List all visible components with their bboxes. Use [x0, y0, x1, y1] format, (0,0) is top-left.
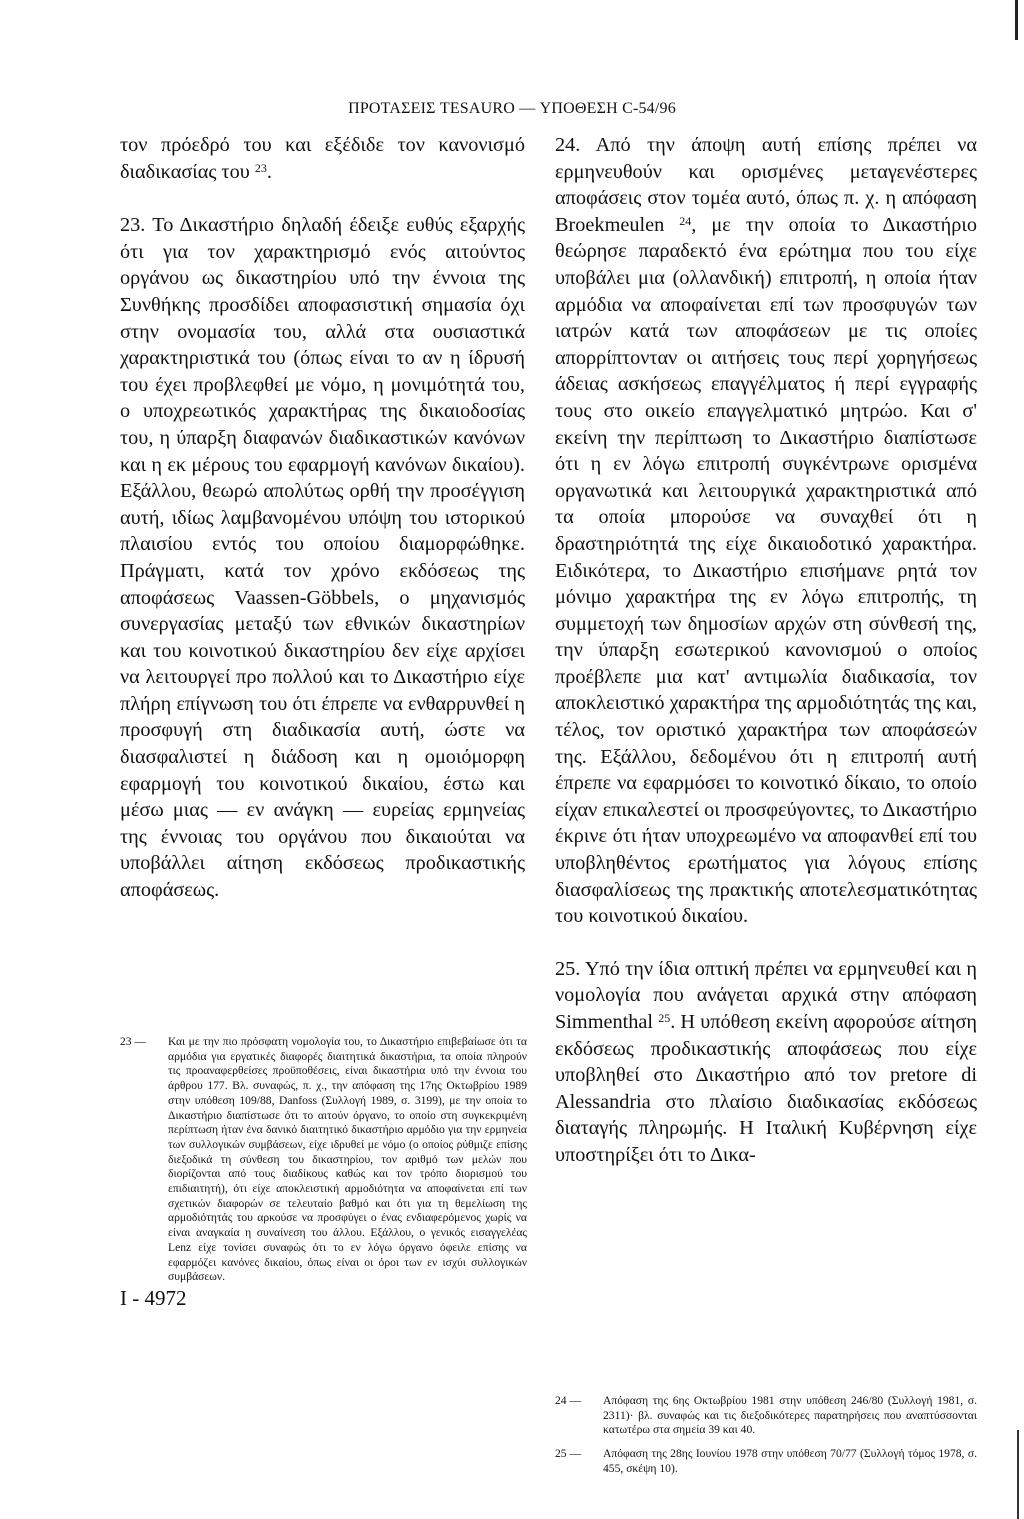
- footnote-24: [555, 1394, 977, 1438]
- scan-artifact-mark: [1015, 0, 1018, 40]
- page-number: I - 4972: [120, 1286, 187, 1310]
- footnote-ref-25[interactable]: 25: [658, 1011, 671, 1025]
- footnote-ref-23[interactable]: 23: [254, 160, 267, 175]
- footnotes-right: [555, 1394, 977, 1479]
- footnote-number: 23 —: [120, 1035, 147, 1048]
- footnote-number: 24 —: [555, 1394, 582, 1407]
- footnote-text: Και με την πιο πρόσφατη νομολογία του, το Δικαστήριο επιβεβαίωσε ότι τα αρμόδια για εργατικές διαφορές διαιτητικά δικαστήρια, τα οποία πληρούν τις προαναφερθείσες προϋποθέσεις, είναι δικαστήρια υπό την έννοια του άρθρου 177. Βλ. συναφώς, π. χ., την απόφαση της 17ης Οκτωβρίου 1989 στην υπόθεση 109/88, Danfoss (Συλλογή 1989, σ. 3199), με την οποία το Δικαστήριο διαπίστωσε ότι το αιτούν όργανο, το οποίο στη συγκεκριμένη περίπτωση ήταν ένα δανικό διαιτητικό δικαστήριο αρμόδιο για την ερμηνεία των συλλογικών συμβάσεων, είχε ιδρυθεί με νόμο (ο οποίος ρύθμιζε επίσης διεξοδικά τη σύνθεση του δικαστηρίου, τον αριθμό των μελών που διορίζονται από τους διαδίκους καθώς και τον τρόπο διορισμού του επιδιαιτητή), ότι είχε αποκλειστική αρμοδιότητα να αποφαίνεται επί των σχετικών διαφορών σε τελευταίο βαθμό και ότι για τη θεμελίωση της αρμοδιότητάς του αρκούσε να προσφύγει ο ένας ενδιαφερόμενος χωρίς να είναι αναγκαία η συναίνεση του άλλου. Εξάλλου, ο γενικός εισαγγελέας Lenz είχε τονίσει συναφώς ότι το εν λόγω όργανο όφειλε επίσης να εφαρμόζει κανόνες δικαίου, όπως είναι οι όροι των εν ισχύι συλλογικών συμβάσεων.: [168, 1035, 527, 1284]
- intro-paragraph: τον πρόεδρό του και εξέδιδε τον κανονισμό διαδικασίας του $^{23}$.: [120, 134, 525, 183]
- running-header: ΠΡΟΤΑΣΕΙΣ TESAURO — ΥΠΟΘΕΣΗ C-54/96: [348, 100, 676, 117]
- footnote-ref-24[interactable]: 24: [679, 213, 692, 228]
- footnote-text: Απόφαση της 6ης Οκτωβρίου 1981 στην υπόθεση 246/80 (Συλλογή 1981, σ. 2311)· βλ. συναφώς και τις διεξοδικότερες παρατηρήσεις που αναπτύσσονται κατωτέρω στα σημεία 39 και 40.: [603, 1394, 977, 1437]
- paragraph-24: 24. Από την άποψη αυτή επίσης πρέπει να ερμηνευθούν και ορισμένες μεταγενέστερες αποφάσεις στον τομέα αυτό, όπως π. χ. η απόφαση Broekmeulen $^{24}$, με την οποία το Δικαστήριο θεώρησε παραδεκτό ένα ερώτημα που του είχε υποβάλει μια (ολλανδική) επιτροπή, η οποία ήταν αρμόδια να αποφαίνεται επί των προσφυγών των ιατρών κατά των αποφάσεων με τις οποίες απορρίπτονταν οι αιτήσεις τους περί χορηγήσεως άδειας ασκήσεως επαγγέλματος ή περί εγγραφής τους στο οικείο επαγγελματικό μητρώο. Και σ' εκείνη την περίπτωση το Δικαστήριο διαπίστωσε ότι η εν λόγω επιτροπή συγκέντρωνε ορισμένα οργανωτικά και λειτουργικά χαρακτηριστικά από τα οποία μπορούσε να συναχθεί ότι η δραστηριότητά της είχε δικαιοδοτικό χαρακτήρα. Ειδικότερα, το Δικαστήριο επισήμανε ρητά τον μόνιμο χαρακτήρα της εν λόγω επιτροπής, τη συμμετοχή των δημοσίων αρχών στη σύνθεσή της, την ύπαρξη εσωτερικού κανονισμού ο οποίος προέβλεπε μια κατ' αντιμωλία διαδικασία, τον αποκλειστικό χαρακτήρα της αρμοδιότητάς της και, τέλος, τον οριστικό χαρακτήρα των αποφάσεών της. Εξάλλου, δεδομένου ότι η επιτροπή αυτή έπρεπε να εφαρμόσει το κοινοτικό δίκαιο, το οποίο είχαν επικαλεστεί οι προσφεύγοντες, το Δικαστήριο έκρινε ότι ήταν υποχρεωμένο να αποφανθεί επί του υποβληθέντος ερωτήματος για λόγους επίσης διασφαλίσεως της πρακτικής αποτελεσματικότητας του κοινοτικού δικαίου.: [555, 134, 977, 928]
- footnote-25: [555, 1447, 977, 1476]
- footnote-23: [120, 1035, 527, 1285]
- footnote-number: 25 —: [555, 1447, 582, 1461]
- paragraph-25: 25. Υπό την ίδια οπτική πρέπει να ερμηνευθεί και η νομολογία που ανάγεται αρχικά στην απόφαση Simmenthal $^{25}$. Η υπόθεση εκείνη αφορούσε αίτηση εκδόσεως προδικαστικής αποφάσεως που είχε υποβληθεί στο Δικαστήριο από τον pretore di Alessandria στο πλαίσιο διαδικασίας εκδόσεως διαταγής πληρωμής. Η Ιταλική Κυβέρνηση είχε υποστηρίξει ότι το Δικα-: [555, 957, 977, 1166]
- left-column: [120, 132, 525, 904]
- footnotes-left: [120, 1035, 527, 1287]
- right-column: [555, 132, 977, 1169]
- scan-artifact-edge: [1017, 1430, 1019, 1519]
- footnote-text: Απόφαση της 28ης Ιουνίου 1978 στην υπόθεση 70/77 (Συλλογή τόμος 1978, σ. 455, σκέψη 10).: [603, 1447, 977, 1475]
- paragraph-23: 23. Το Δικαστήριο δηλαδή έδειξε ευθύς εξαρχής ότι για τον χαρακτηρισμό ενός αιτούντος οργάνου ως δικαστηρίου υπό την έννοια της Συνθήκης προσδίδει αποφασιστική σημασία όχι στην ονομασία του, αλλά στα ουσιαστικά χαρακτηριστικά του (όπως είναι το αν η ίδρυσή του έχει προβλεφθεί με νόμο, η μονιμότητά του, ο υποχρεωτικός χαρακτήρας της δικαιοδοσίας του, η ύπαρξη διαφανών διαδικαστικών κανόνων και η εκ μέρους του εφαρμογή κανόνων δικαίου). Εξάλλου, θεωρώ απολύτως ορθή την προσέγγιση αυτή, ιδίως λαμβανομένου υπόψη του ιστορικού πλαισίου εντός του οποίου διαμορφώθηκε. Πράγματι, κατά τον χρόνο εκδόσεως της αποφάσεως Vaassen-Göbbels, ο μηχανισμός συνεργασίας μεταξύ των εθνικών δικαστηρίων και του κοινοτικού δικαστηρίου δεν είχε αρχίσει να λειτουργεί προ πολλού και το Δικαστήριο είχε πλήρη επίγνωση του ότι έπρεπε να ενθαρρυνθεί η προσφυγή στη διαδικασία αυτή, ώστε να διασφαλιστεί η διάδοση και η ομοιόμορφη εφαρμογή του κοινοτικού δικαίου, έστω και μέσω μιας — εν ανάγκη — ευρείας ερμηνείας της έννοιας του οργάνου που δικαιούται να υποβάλλει αίτηση εκδόσεως προδικαστικής αποφάσεως.: [120, 214, 525, 902]
